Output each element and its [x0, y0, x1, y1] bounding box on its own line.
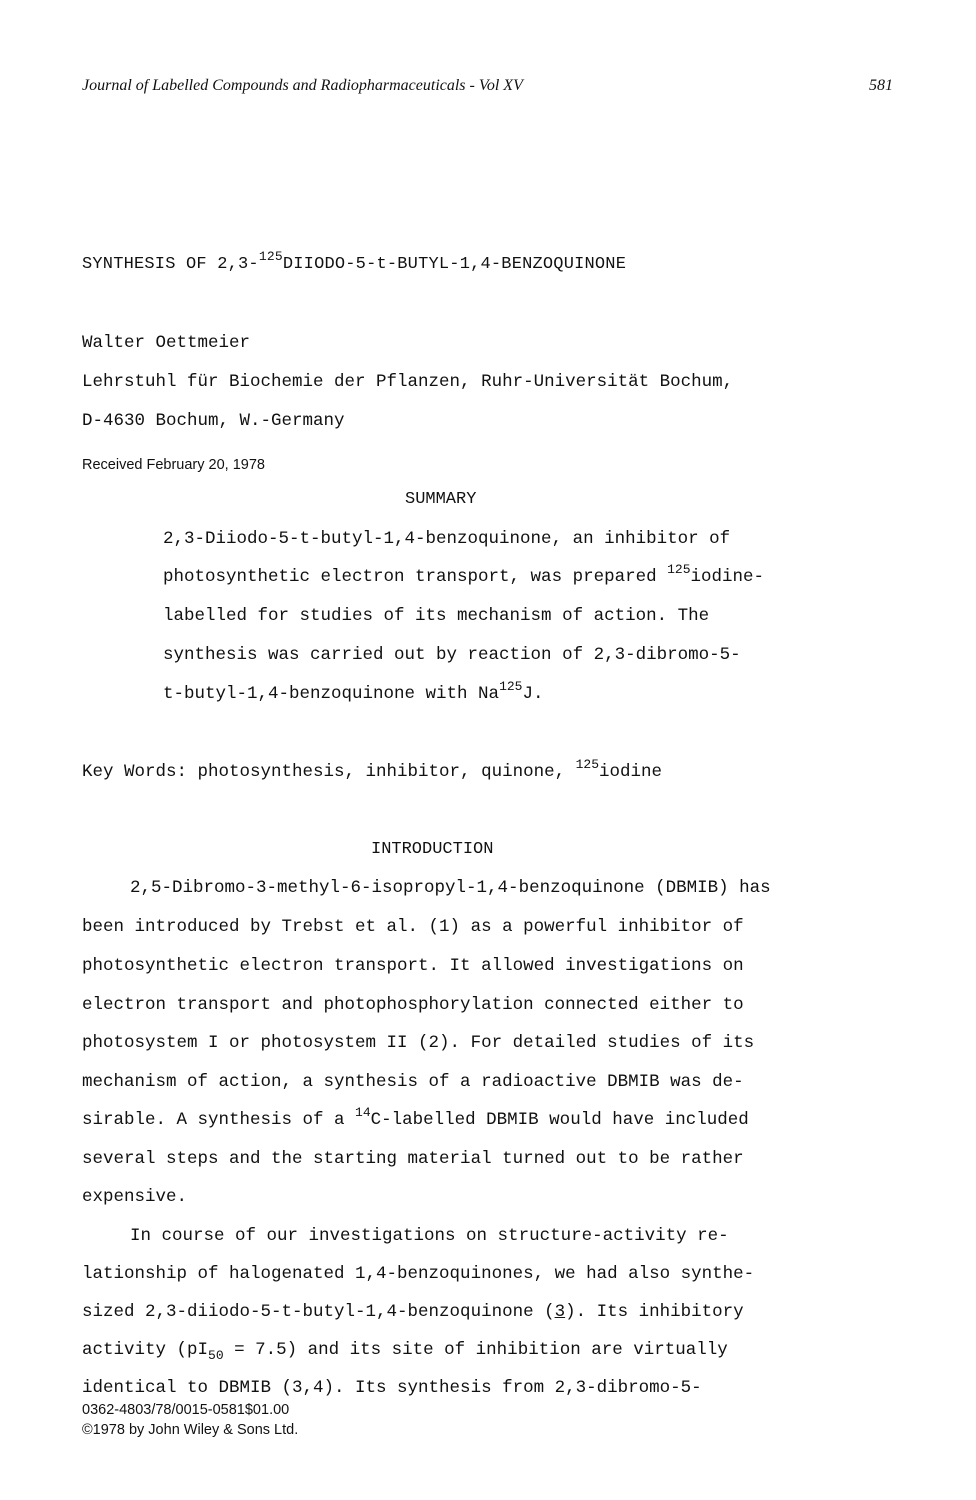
article-title: SYNTHESIS OF 2,3-$^{125}$DIIODO-5-t-BUTYL-1,4-BENZOQUINONE: [82, 249, 627, 274]
intro-line: 2,5-Dibromo-3-methyl-6-isopropyl-1,4-benzoquinone (DBMIB) has: [130, 878, 771, 898]
intro-line: identical to DBMIB (3,4). Its synthesis from 2,3-dibromo-5-: [82, 1378, 702, 1398]
intro-line: electron transport and photophosphorylation connected either to: [82, 995, 744, 1015]
reference-compound-3: 3: [554, 1302, 566, 1322]
affiliation-line-2: D-4630 Bochum, W.-Germany: [82, 411, 345, 431]
author: Walter Oettmeier: [82, 333, 251, 353]
intro-line: sized 2,3-diiodo-5-t-butyl-1,4-benzoquinone (3). Its inhibitory: [82, 1302, 744, 1322]
summary-line: 2,3-Diiodo-5-t-butyl-1,4-benzoquinone, an inhibitor of: [163, 529, 731, 549]
running-head-journal: Journal of Labelled Compounds and Radiopharmaceuticals - Vol XV: [82, 77, 523, 94]
affiliation-line-1: Lehrstuhl für Biochemie der Pflanzen, Ruhr-Universität Bochum,: [82, 372, 734, 392]
summary-line: synthesis was carried out by reaction of 2,3-dibromo-5-: [163, 645, 741, 665]
intro-line: photosynthetic electron transport. It allowed investigations on: [82, 956, 744, 976]
summary-line: t-butyl-1,4-benzoquinone with Na$^{125}$J.: [163, 679, 544, 704]
footer-code: 0362-4803/78/0015-0581$01.00: [82, 1402, 290, 1418]
received-date: Received February 20, 1978: [82, 457, 265, 473]
intro-line: lationship of halogenated 1,4-benzoquinones, we had also synthe-: [82, 1264, 755, 1284]
page-number: 581: [869, 77, 893, 94]
footer-copyright: ©1978 by John Wiley & Sons Ltd.: [82, 1422, 299, 1438]
intro-line: expensive.: [82, 1187, 188, 1207]
intro-line: activity $(pI_{50} = 7.5)$ and its site of inhibition are virtually: [82, 1340, 728, 1363]
summary-line: photosynthetic electron transport, was prepared $^{125}$iodine-: [163, 562, 765, 587]
intro-line: several steps and the starting material turned out to be rather: [82, 1149, 744, 1169]
intro-line: sirable. A synthesis of a $^{14}$C-labelled DBMIB would have included: [82, 1105, 749, 1130]
introduction-heading: INTRODUCTION: [371, 840, 494, 859]
summary-line: labelled for studies of its mechanism of action. The: [163, 606, 710, 626]
intro-line: been introduced by Trebst et al. (1) as a powerful inhibitor of: [82, 917, 744, 937]
intro-line: In course of our investigations on structure-activity re-: [130, 1226, 729, 1246]
key-words: Key Words: photosynthesis, inhibitor, quinone, $^{125}$iodine: [82, 757, 663, 782]
intro-line: mechanism of action, a synthesis of a radioactive DBMIB was de-: [82, 1072, 744, 1092]
summary-heading: SUMMARY: [405, 490, 477, 509]
intro-line: photosystem I or photosystem II (2). For detailed studies of its: [82, 1033, 755, 1053]
